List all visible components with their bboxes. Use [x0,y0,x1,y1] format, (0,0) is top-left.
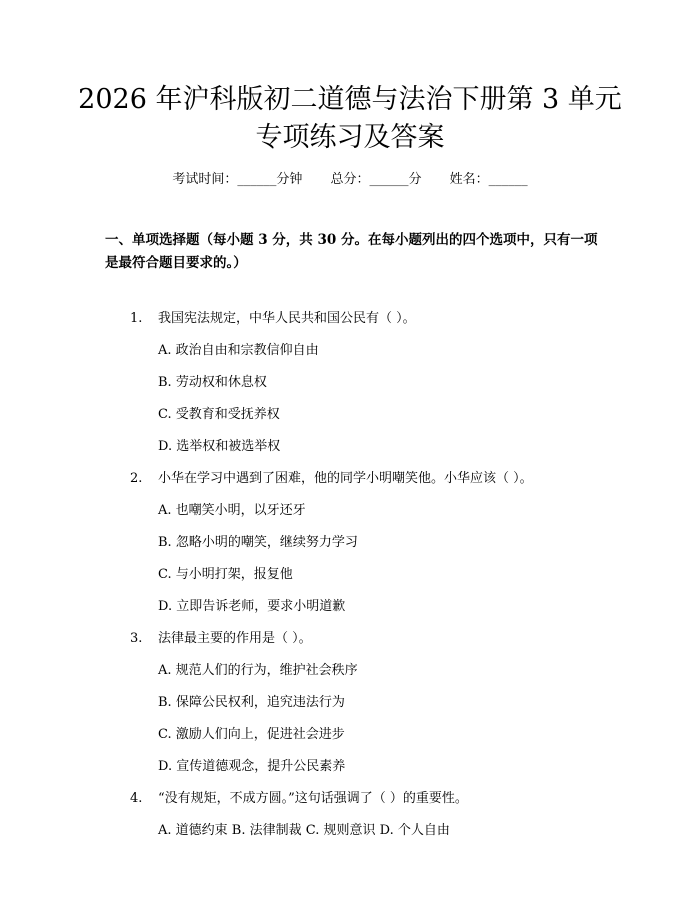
question-number: 4. [130,791,143,806]
name-field: 姓名：______ [449,172,528,187]
question-text: 法律最主要的作用是（ ）。 [158,631,312,646]
question-number: 3. [130,631,143,646]
option-3b: B. 保障公民权利，追究违法行为 [158,695,345,710]
exam-info [0,170,700,190]
question-text: 我国宪法规定，中华人民共和国公民有（ ）。 [158,311,416,326]
option-1a: A. 政治自由和宗教信仰自由 [158,343,319,358]
title-line-1: 2026 年沪科版初二道德与法治下册第 3 单元 [78,84,622,115]
option-2b: B. 忽略小明的嘲笑，继续努力学习 [158,535,358,550]
question-3 [130,629,312,649]
option-1b: B. 劳动权和休息权 [158,375,267,390]
question-number: 1. [130,311,143,326]
option-1d: D. 选举权和被选举权 [158,439,281,454]
title-line-2: 专项练习及答案 [255,122,445,153]
option-2a: A. 也嘲笑小明，以牙还牙 [158,503,306,518]
option-2d: D. 立即告诉老师，要求小明道歉 [158,599,346,614]
question-4 [130,789,468,809]
option-3a: A. 规范人们的行为，维护社会秩序 [158,663,358,678]
option-3d: D. 宣传道德观念，提升公民素养 [158,759,346,774]
option-4-inline: A. 道德约束 B. 法律制裁 C. 规则意识 D. 个人自由 [158,823,450,838]
total-score-field: 总分：______分 [330,172,422,187]
question-number: 2. [130,471,143,486]
question-text: “没有规矩，不成方圆。”这句话强调了（ ）的重要性。 [158,791,468,806]
option-3c: C. 激励人们向上，促进社会进步 [158,727,345,742]
option-2c: C. 与小明打架，报复他 [158,567,293,582]
question-2 [130,469,533,489]
exam-time-field: 考试时间：______分钟 [172,172,303,187]
option-1c: C. 受教育和受抚养权 [158,407,280,422]
section-heading: 一、单项选择题（每小题 3 分，共 30 分。在每小题列出的四个选项中，只有一项是最符合题目要求的。） [105,232,598,271]
question-text: 小华在学习中遇到了困难，他的同学小明嘲笑他。小华应该（ ）。 [158,471,533,486]
question-1 [130,309,416,329]
